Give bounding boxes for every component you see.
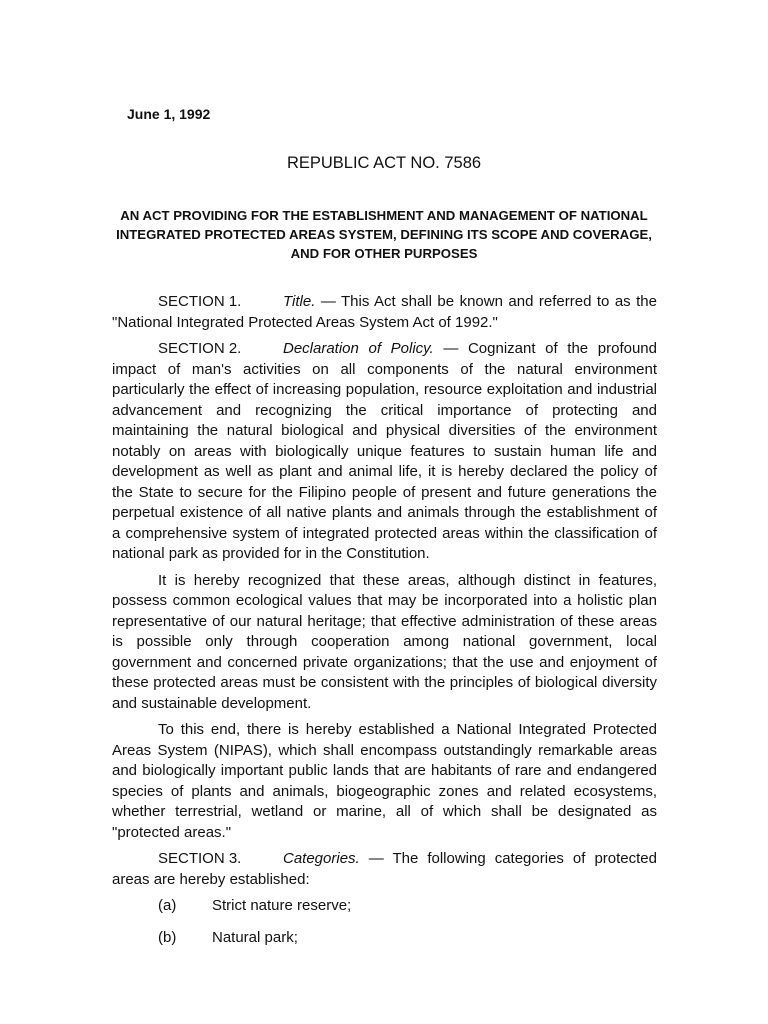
document-body xyxy=(112,292,657,954)
section-3 xyxy=(112,849,657,890)
category-text: Natural park; xyxy=(212,929,298,946)
document-date: June 1, 1992 xyxy=(127,106,211,122)
section-heading: Declaration of Policy. xyxy=(283,340,434,357)
act-title: AN ACT PROVIDING FOR THE ESTABLISHMENT AND MANAGEMENT OF NATIONAL INTEGRATED PROTECTED AREAS SYSTEM, DEFINING ITS SCOPE AND COVERAGE, AND FOR OTHER PURPOSES xyxy=(116,208,652,261)
paragraph-nipas: To this end, there is hereby established a National Integrated Protected Areas System (NIPAS), which shall encompass outstandingly remarkable areas and biologically important public lands that are habitants of rare and endangered species of plants and animals, biogeographic zones and related ecosystems, whether terrestrial, wetland or marine, all of which shall be designated as "protected areas." xyxy=(112,721,657,841)
paragraph-recognition: It is hereby recognized that these areas, although distinct in features, possess common ecological values that may be incorporated into a holistic plan representative of our natural heritage; that effective administration of these areas is possible only through cooperation among national government, local government and concerned private organizations; that the use and enjoyment of these protected areas must be consistent with the principles of biological diversity and sustainable development. xyxy=(112,571,657,712)
section-heading: Categories. xyxy=(283,850,360,867)
section-text: — The following categories of protected areas are hereby established: xyxy=(112,850,657,888)
section-label: SECTION 2. xyxy=(158,340,242,357)
section-label: SECTION 1. xyxy=(158,293,242,310)
category-text: Strict nature reserve; xyxy=(212,897,352,914)
section-text: — This Act shall be known and referred to as the "National Integrated Protected Areas System Act of 1992." xyxy=(112,293,657,331)
category-label: (b) xyxy=(158,929,177,946)
act-number: REPUBLIC ACT NO. 7586 xyxy=(286,154,482,172)
section-2 xyxy=(112,339,657,565)
category-label: (a) xyxy=(158,897,177,914)
section-1 xyxy=(112,292,657,333)
section-heading: Title. xyxy=(283,293,316,310)
section-text: — Cognizant of the profound impact of man's activities on all components of the natural environment particularly the effect of increasing population, resource exploitation and industrial advancement and recognizing the critical importance of protecting and maintaining the natural biological and physical diversities of the environment notably on areas with biologically unique features to sustain human life and development as well as plant and animal life, it is hereby declared the policy of the State to secure for the Filipino people of present and future generations the perpetual existence of all native plants and animals through the establishment of a comprehensive system of integrated protected areas within the classification of national park as provided for in the Constitution. xyxy=(112,340,657,562)
category-item xyxy=(112,928,657,954)
section-label: SECTION 3. xyxy=(158,850,242,867)
category-item xyxy=(112,896,657,922)
